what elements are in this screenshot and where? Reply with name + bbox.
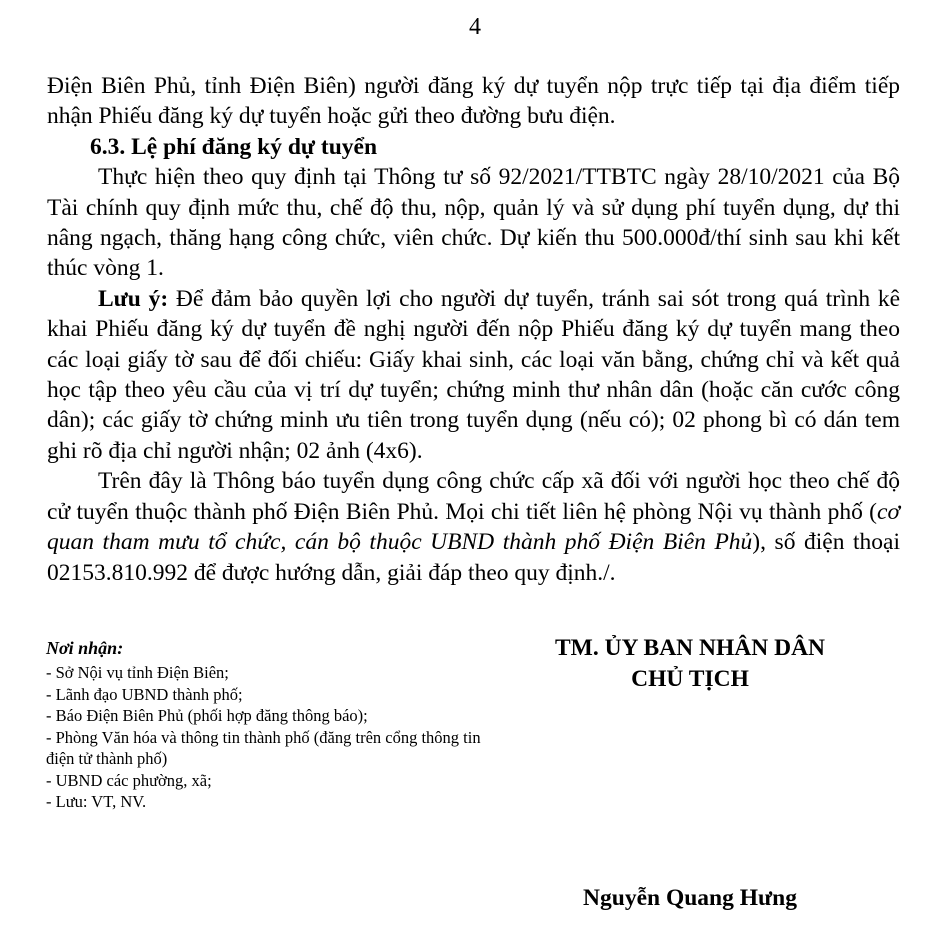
signer-name: Nguyễn Quang Hưng bbox=[583, 885, 797, 911]
recipients-block bbox=[46, 636, 486, 813]
page-number: 4 bbox=[469, 14, 481, 40]
recipient-item: - UBND các phường, xã; bbox=[46, 770, 212, 790]
signature-authority: TM. ỦY BAN NHÂN DÂN bbox=[554, 635, 826, 661]
paragraph-note bbox=[47, 284, 900, 466]
paragraph-continuation: Điện Biên Phủ, tỉnh Điện Biên) người đăng ký dự tuyển nộp trực tiếp tại địa điểm tiếp nhận Phiếu đăng ký dự tuyển hoặc gửi theo đường bưu điện. bbox=[47, 73, 900, 130]
note-label: Lưu ý: bbox=[98, 285, 169, 312]
paragraph-fee: Thực hiện theo quy định tại Thông tư số 92/2021/TTBTC ngày 28/10/2021 của Bộ Tài chính quy định mức thu, chế độ thu, nộp, quản lý và sử dụng phí tuyển dụng, dự thi nâng ngạch, thăng hạng công chức, viên chức. Dự kiến thu 500.000đ/thí sinh sau khi kết thúc vòng 1. bbox=[47, 164, 900, 282]
recipient-item: - Báo Điện Biên Phủ (phối hợp đăng thông báo); bbox=[46, 706, 368, 725]
paragraph-closing bbox=[47, 466, 900, 588]
signature-title: CHỦ TỊCH bbox=[631, 666, 749, 692]
signature-block bbox=[520, 633, 860, 695]
recipient-item: - Sở Nội vụ tỉnh Điện Biên; bbox=[46, 663, 229, 682]
recipient-item: - Lưu: VT, NV. bbox=[46, 792, 147, 811]
recipients-title: Nơi nhận: bbox=[46, 638, 124, 658]
recipient-item: - Phòng Văn hóa và thông tin thành phố (đăng trên cổng thông tin điện tử thành phố) bbox=[46, 727, 481, 768]
closing-text-italic: cơ quan tham mưu tổ chức, cán bộ thuộc UBND thành phố Điện Biên Phủ bbox=[47, 498, 900, 556]
document-body bbox=[47, 71, 900, 588]
closing-text-end: ), số điện thoại 02153.810.992 để được hướng dẫn, giải đáp theo quy định./. bbox=[47, 529, 900, 586]
recipient-item: - Lãnh đạo UBND thành phố; bbox=[46, 684, 243, 704]
section-heading: 6.3. Lệ phí đăng ký dự tuyển bbox=[90, 133, 378, 160]
closing-text-start: Trên đây là Thông báo tuyển dụng công chức cấp xã đối với người học theo chế độ cử tuyển thuộc thành phố Điện Biên Phủ. Mọi chi tiết liên hệ phòng Nội vụ thành phố ( bbox=[47, 468, 900, 525]
note-text: Để đảm bảo quyền lợi cho người dự tuyển, tránh sai sót trong quá trình kê khai Phiếu đăng ký dự tuyển đề nghị người đến nộp Phiếu đăng ký dự tuyển mang theo các loại giấy tờ sau để đối chiếu: Giấy khai sinh, các loại văn bằng, chứng chỉ và kết quả học tập theo yêu cầu của vị trí dự tuyển; chứng minh thư nhân dân (hoặc căn cước công dân); các giấy tờ chứng minh ưu tiên trong tuyển dụng (nếu có); 02 phong bì có dán tem ghi rõ địa chỉ người nhận; 02 ảnh (4x6). bbox=[47, 285, 901, 464]
